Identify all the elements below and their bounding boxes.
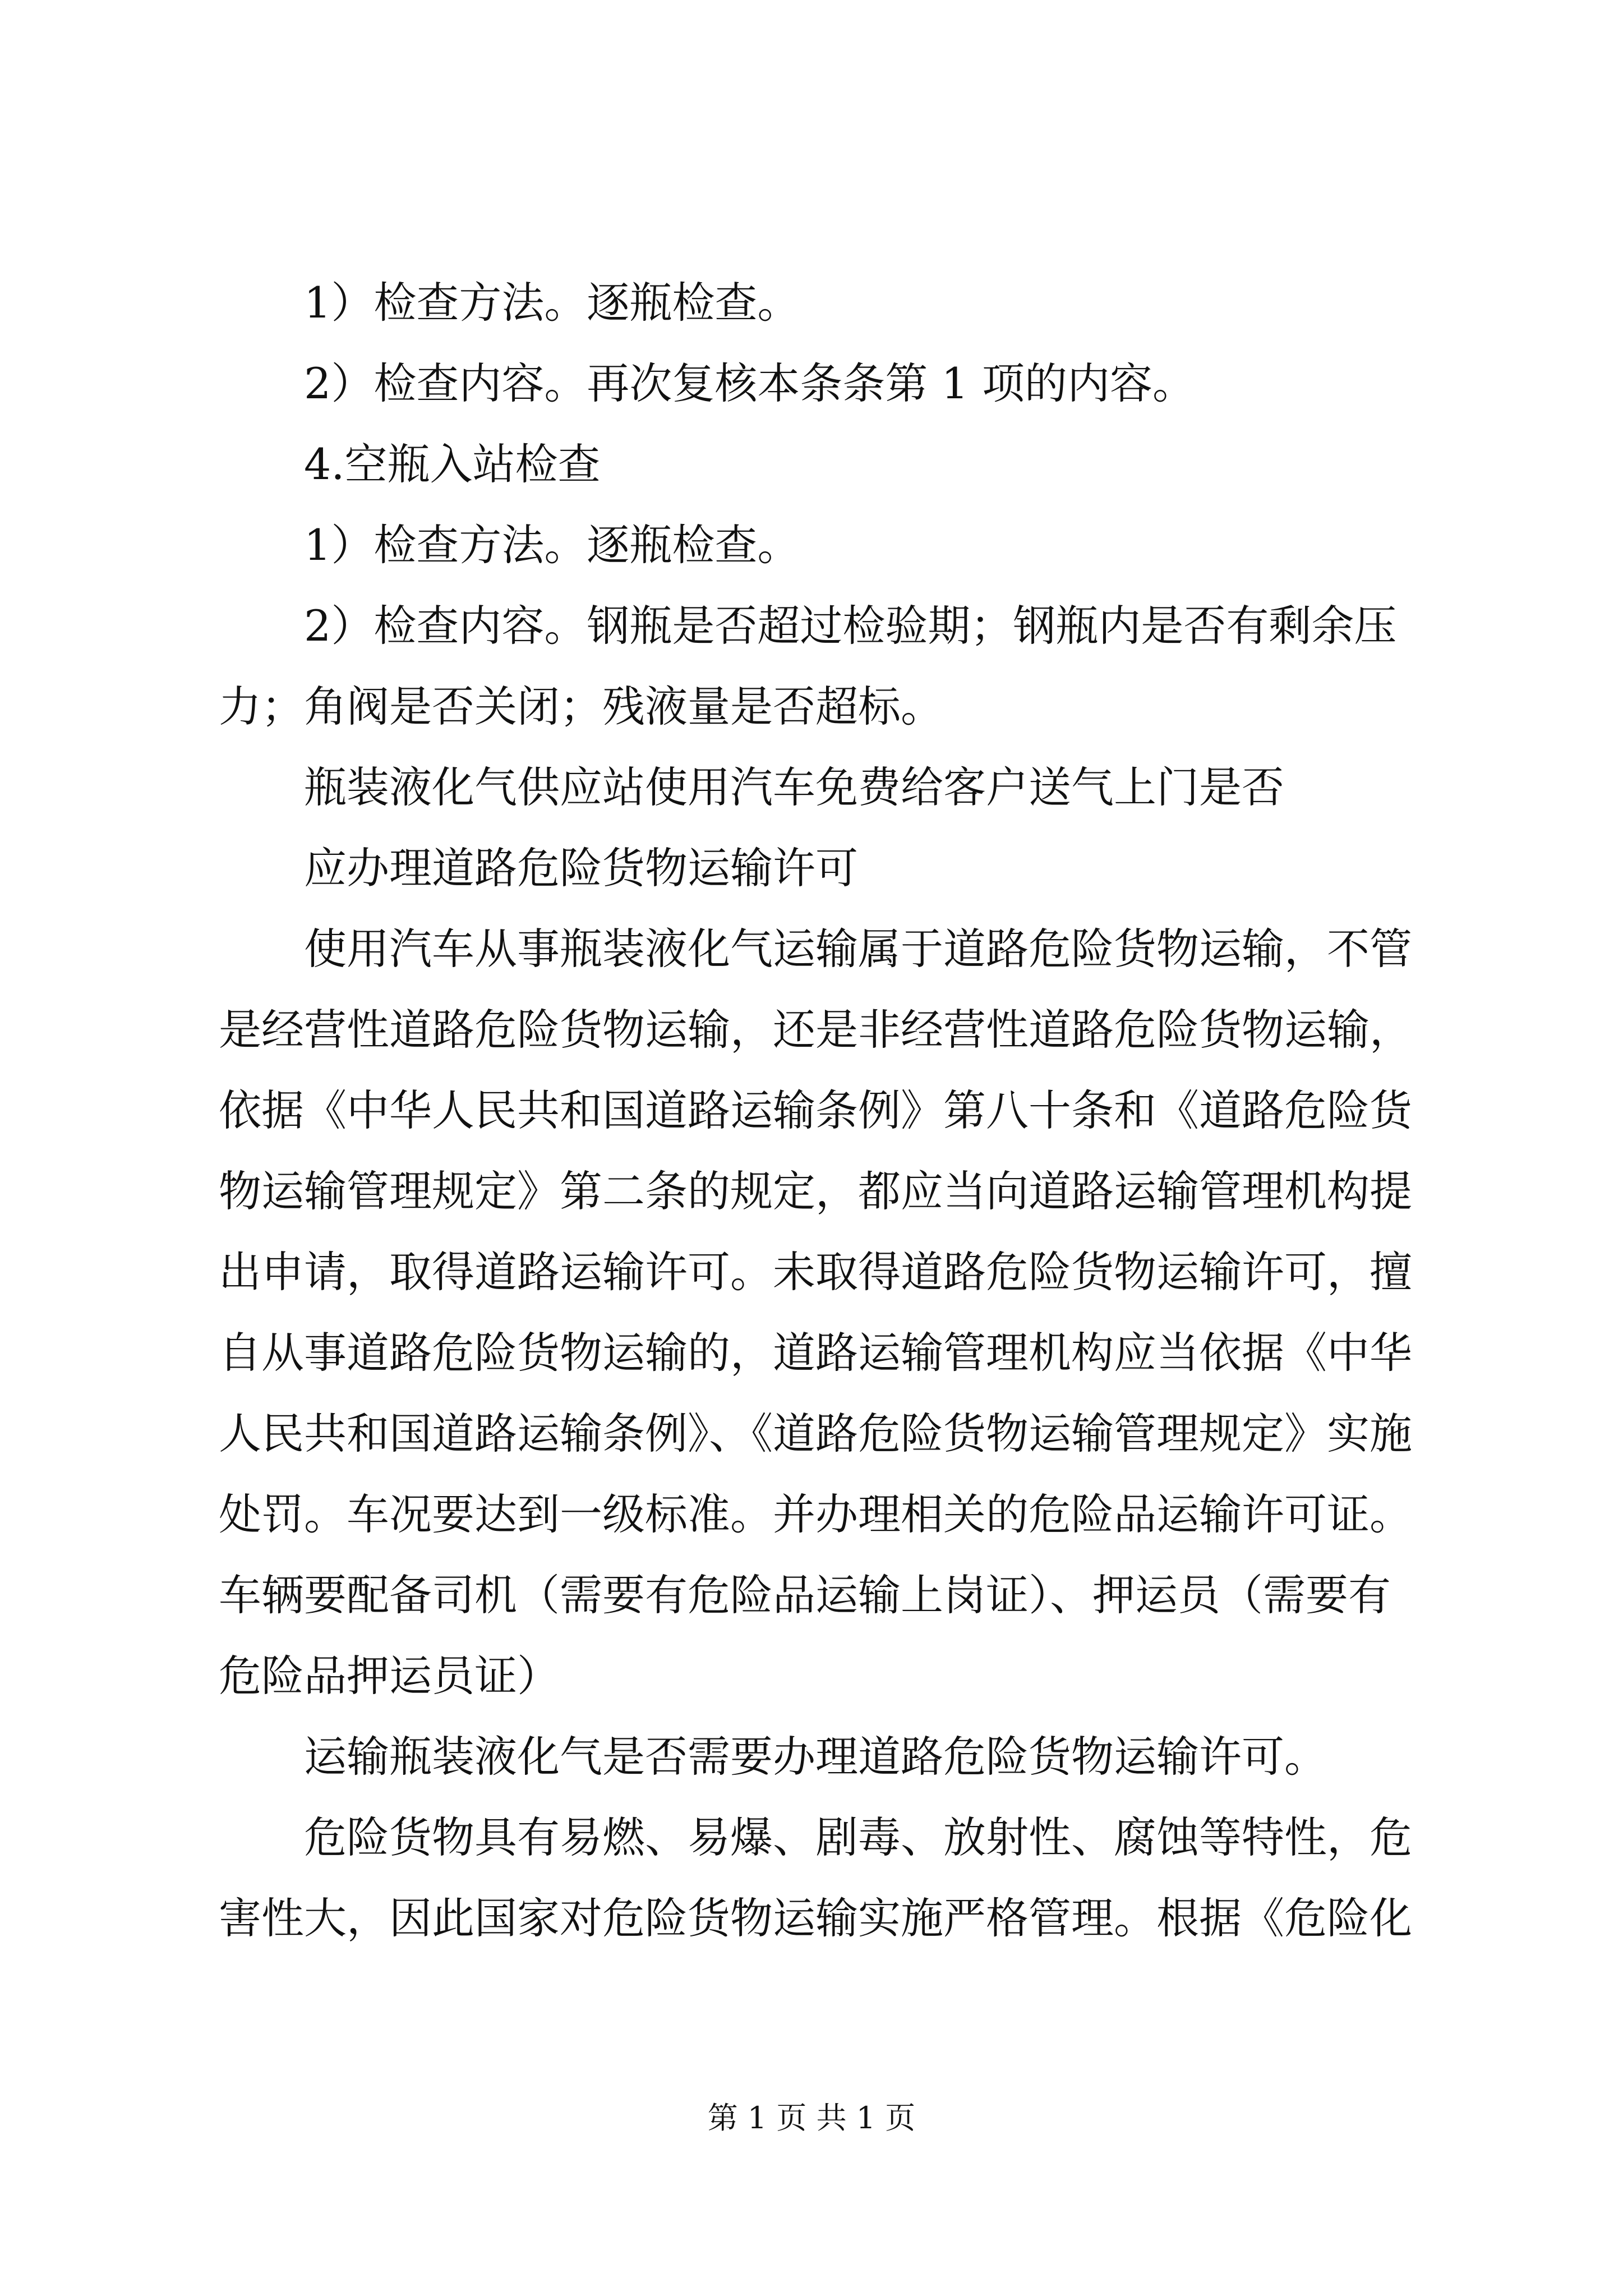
text-line-11: 依据《中华人民共和国道路运输条例》第八十条和《道路危险货 — [219, 1085, 1412, 1135]
text-line-12: 物运输管理规定》第二条的规定，都应当向道路运输管理机构提 — [219, 1166, 1412, 1216]
text-line-15: 人民共和国道路运输条例》、《道路危险货物运输管理规定》实施 — [219, 1409, 1412, 1458]
text-line-6: 力；角阀是否关闭；残液量是否超标。 — [219, 682, 943, 731]
text-line-7: 瓶装液化气供应站使用汽车免费给客户送气上门是否 — [304, 762, 1284, 812]
body-text — [219, 263, 1419, 1959]
text-line-16: 处罚。车况要达到一级标准。并办理相关的危险品运输许可证。 — [219, 1489, 1412, 1539]
text-line-1: 1）检查方法。逐瓶检查。 — [304, 278, 800, 328]
text-line-3: 4.空瓶入站检查 — [304, 439, 601, 489]
text-line-2: 2）检查内容。再次复核本条条第 1 项的内容。 — [304, 358, 1196, 408]
page-footer: 第 1 页 共 1 页 — [707, 2100, 916, 2136]
text-line-21: 害性大，因此国家对危险货物运输实施严格管理。根据《危险化 — [219, 1893, 1412, 1943]
text-line-4: 1）检查方法。逐瓶检查。 — [304, 520, 800, 570]
text-line-18: 危险品押运员证） — [219, 1651, 560, 1701]
text-line-9: 使用汽车从事瓶装液化气运输属于道路危险货物运输，不管 — [304, 924, 1412, 974]
text-line-20: 危险货物具有易燃、易爆、剧毒、放射性、腐蚀等特性，危 — [304, 1812, 1412, 1862]
text-line-8: 应办理道路危险货物运输许可 — [304, 843, 858, 893]
text-line-13: 出申请，取得道路运输许可。未取得道路危险货物运输许可，擅 — [219, 1247, 1412, 1297]
text-line-14: 自从事道路危险货物运输的，道路运输管理机构应当依据《中华 — [219, 1328, 1412, 1378]
text-line-5: 2）检查内容。钢瓶是否超过检验期；钢瓶内是否有剩余压 — [304, 601, 1397, 651]
text-line-10: 是经营性道路危险货物运输，还是非经营性道路危险货物运输， — [219, 1005, 1412, 1055]
text-line-17: 车辆要配备司机（需要有危险品运输上岗证）、押运员（需要有 — [219, 1570, 1391, 1620]
text-line-19: 运输瓶装液化气是否需要办理道路危险货物运输许可。 — [304, 1732, 1327, 1782]
